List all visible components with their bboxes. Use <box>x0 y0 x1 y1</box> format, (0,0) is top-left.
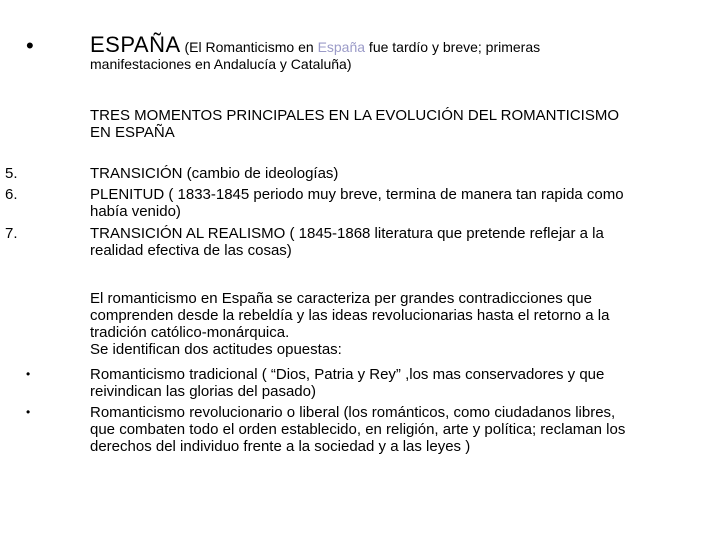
paragraph-text <box>90 290 690 358</box>
moments-line1: TRES MOMENTOS PRINCIPALES EN LA EVOLUCIÓN DEL ROMANTICISMO <box>90 107 619 124</box>
paren-end: fue tardío y breve; primeras <box>365 39 541 55</box>
moments-line2: EN ESPAÑA <box>90 124 175 141</box>
attitude-text <box>90 404 690 455</box>
attitude-line: Romanticismo tradicional ( “Dios, Patria y Rey” ,los mas conservadores y que <box>90 366 605 383</box>
attitude-text <box>90 366 690 400</box>
list-number: 5. <box>5 165 18 182</box>
bullet-marker: • <box>26 405 31 419</box>
list-item-text <box>90 165 690 182</box>
espana-link[interactable]: España <box>317 39 366 55</box>
attitude-line: reivindican las glorias del pasado) <box>90 383 316 400</box>
bullet-marker: • <box>26 33 34 58</box>
attitude-line: derechos del individuo frente a la sociedad y a las leyes ) <box>90 438 471 455</box>
list-number: 7. <box>5 225 18 242</box>
heading-espana: ESPAÑA <box>90 32 181 57</box>
paragraph-line: comprenden desde la rebeldía y las ideas revolucionarias hasta el retorno a la <box>90 307 610 324</box>
list-number: 6. <box>5 186 18 203</box>
list-item-text <box>90 225 690 259</box>
list-line: había venido) <box>90 203 181 220</box>
list-line: realidad efectiva de las cosas) <box>90 242 292 259</box>
paren-start: (El Romanticismo en <box>180 39 318 55</box>
paragraph-line: El romanticismo en España se caracteriza per grandes contradicciones que <box>90 290 592 307</box>
list-line: TRANSICIÓN (cambio de ideologías) <box>90 165 339 182</box>
list-line: PLENITUD ( 1833-1845 periodo muy breve, termina de manera tan rapida como <box>90 186 624 203</box>
bullet-marker: • <box>26 367 31 381</box>
list-item-text <box>90 186 690 220</box>
list-line: TRANSICIÓN AL REALISMO ( 1845-1868 literatura que pretende reflejar a la <box>90 225 604 242</box>
attitude-line: que combaten todo el orden establecido, en religión, arte y política; reclaman los <box>90 421 626 438</box>
espana-line2: manifestaciones en Andalucía y Cataluña) <box>90 56 352 72</box>
bullet-espana-text <box>90 32 690 73</box>
attitude-line: Romanticismo revolucionario o liberal (los románticos, como ciudadanos libres, <box>90 404 616 421</box>
paragraph-line: tradición católico-monárquica. <box>90 324 290 341</box>
attitudes-intro: Se identifican dos actitudes opuestas: <box>90 341 342 358</box>
moments-text <box>90 107 690 141</box>
